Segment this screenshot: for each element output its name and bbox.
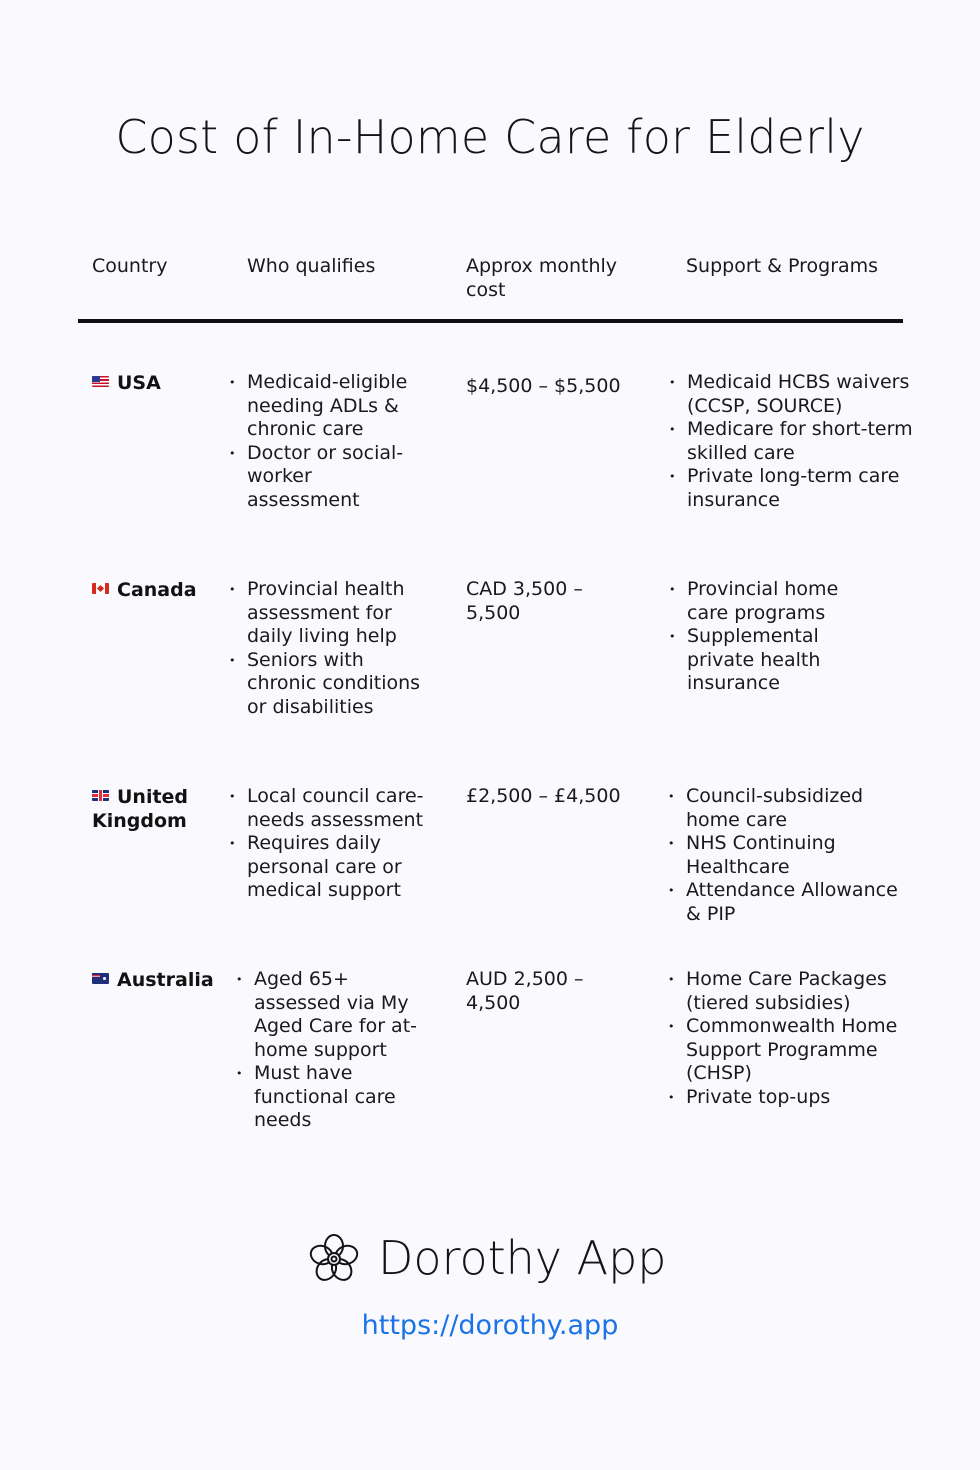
list-item: • Attendance Allowance & PIP	[668, 879, 913, 926]
list-item: • Local council care-needs assessment	[229, 785, 424, 832]
list-item: • Requires daily personal care or medical support	[229, 832, 424, 903]
us-flag-icon	[92, 376, 109, 387]
country-name: Australia	[117, 969, 214, 991]
list-item: • Provincial health assessment for daily living help	[229, 578, 424, 649]
brand-logo	[306, 1228, 667, 1288]
list-item: • Aged 65+ assessed via My Aged Care for at-home support	[236, 968, 426, 1062]
list-item: • Medicaid-eligible needing ADLs & chronic care	[229, 371, 424, 442]
australia-flag-icon	[92, 973, 109, 984]
cost-value: £2,500 – £4,500	[466, 785, 621, 807]
website-link[interactable]	[0, 1310, 980, 1342]
country-name: USA	[117, 372, 161, 394]
website-link-text[interactable]: https://dorothy.app	[361, 1310, 619, 1341]
list-item: • Commonwealth Home Support Programme (CHSP)	[668, 1015, 903, 1086]
country-name: United Kingdom	[92, 786, 189, 832]
list-item: • Seniors with chronic conditions or disabilities	[229, 649, 424, 720]
qualifies-list	[229, 785, 424, 903]
qualifies-list	[229, 578, 424, 719]
country-name: Canada	[117, 579, 197, 601]
support-list	[668, 968, 903, 1109]
cost-value: CAD 3,500 – 5,500	[466, 578, 583, 624]
list-item: • Council-subsidized home care	[668, 785, 913, 832]
qualifies-list	[236, 968, 426, 1133]
country-cell	[92, 578, 222, 602]
header-who-qualifies: Who qualifies	[247, 255, 376, 277]
uk-flag-icon	[92, 790, 109, 801]
header-country: Country	[92, 255, 168, 277]
list-item: • Private long-term care insurance	[669, 465, 914, 512]
canada-flag-icon	[92, 583, 109, 594]
country-cell	[92, 968, 222, 992]
brand-name: Dorothy App	[378, 1231, 667, 1285]
list-item: • Doctor or social-worker assessment	[229, 442, 424, 513]
support-list	[668, 785, 913, 926]
list-item: • Private top-ups	[668, 1086, 903, 1110]
qualifies-list	[229, 371, 424, 512]
header-divider	[78, 319, 903, 323]
list-item: • Home Care Packages (tiered subsidies)	[668, 968, 903, 1015]
list-item: • Must have functional care needs	[236, 1062, 426, 1133]
list-item: • Supplemental private health insurance	[669, 625, 884, 696]
country-cell	[92, 785, 222, 833]
list-item: • Medicare for short-term skilled care	[669, 418, 914, 465]
list-item: • NHS Continuing Healthcare	[668, 832, 913, 879]
list-item: • Medicaid HCBS waivers (CCSP, SOURCE)	[669, 371, 914, 418]
list-item: • Provincial home care programs	[669, 578, 884, 625]
header-support-programs: Support & Programs	[686, 255, 879, 277]
header-monthly-cost: Approx monthly cost	[466, 255, 618, 301]
support-list	[669, 371, 914, 512]
flower-logo-icon	[306, 1230, 362, 1286]
support-list	[669, 578, 884, 696]
page-title: Cost of In-Home Care for Elderly	[115, 110, 865, 164]
cost-value: $4,500 – $5,500	[466, 375, 621, 397]
cost-value: AUD 2,500 – 4,500	[466, 968, 584, 1014]
country-cell	[92, 371, 222, 395]
